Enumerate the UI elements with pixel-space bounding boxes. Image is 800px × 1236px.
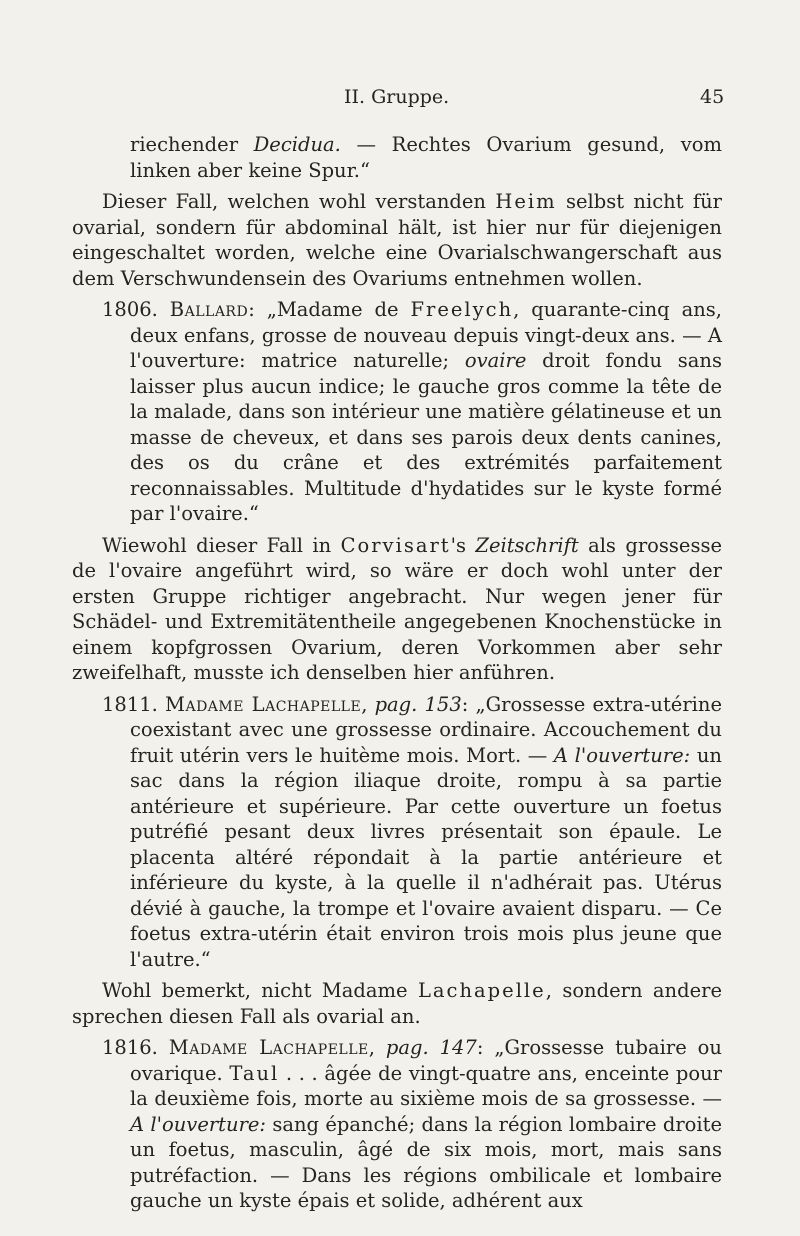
paragraph-2 — [72, 189, 722, 291]
spaced-name: Corvisart — [340, 533, 451, 557]
paragraph-4 — [72, 533, 722, 686]
paragraph-6 — [72, 978, 722, 1029]
spaced-name: Heim — [495, 190, 557, 213]
text-run: als grossesse de l'ovaire angeführt wird, so wäre er doch wohl unter der ersten Gruppe richtiger angebracht. Nur wegen jener für Schädel- und Extremitätentheile angegebenen Knochenstücke in einem kopfgrossen Ovarium, deren Vorkommen aber sehr zweifelhaft, musste ich denselben hier anführen. — [72, 533, 722, 684]
text-run: droit fondu sans laisser plus aucun indice; le gauche gros comme la tête de la malade, dans son intérieur une matière gélatineuse et un masse de cheveux, et dans ses parois deux dents canines, des os du crâne et des extrémités parfaitement reconnaissables. Multitude d'hydatides sur le kyste formé par l'ovaire.“ — [130, 349, 723, 525]
page-number: 45 — [700, 86, 725, 108]
text-run: , — [361, 692, 375, 716]
spaced-name: Freelych — [410, 298, 514, 321]
entry-author: Madame Lachapelle — [168, 1036, 369, 1059]
text-run: , quarante-cinq ans, deux enfans, grosse de nouveau depuis vingt-deux ans. — A l'ouverture: matrice naturelle; — [130, 298, 722, 372]
spaced-name: Taul — [229, 1061, 280, 1085]
text-run: un sac dans la région iliaque droite, rompu à sa partie antérieure et supérieure. Par cette ouverture un foetus putréfié pesant deux livres présentait son épaule. Le placenta altéré répondait à la partie antérieure et inférieure du kyste, à la quelle il n'adhérait pas. Utérus dévié à gauche, la trompe et l'ovaire avaient disparu. — Ce foetus extra-utérin était environ trois mois plus jeune que l'autre.“ — [130, 743, 722, 971]
italic-reference: pag. 153 — [374, 692, 462, 716]
italic-term: A l'ouverture: — [553, 743, 691, 767]
entry-1811 — [72, 692, 722, 973]
spaced-name: Lachapelle — [417, 979, 546, 1002]
italic-term: Decidua. — [253, 133, 341, 156]
text-run: 's — [450, 533, 476, 557]
paragraph-1 — [72, 132, 722, 183]
text-run: selbst nicht für ovarial, sondern für abdominal hält, ist hier nur für diejenigen eingeschaltet worden, welche eine Ovarialschwangerschaft aus dem Verschwundensein des Ovariums entnehmen wollen. — [72, 190, 722, 290]
header-title: II. Gruppe. — [344, 86, 450, 108]
entry-year: 1811. — [102, 692, 165, 716]
entry-author: Ballard — [169, 298, 249, 321]
italic-term: ovaire — [464, 349, 527, 372]
italic-term: Zeitschrift — [475, 533, 579, 557]
text-run: : „Grossesse extra-utérine coexistant avec une grossesse ordinaire. Accouchement du fruit utérin vers le huitème mois. Mort. — — [130, 692, 723, 767]
entry-1816 — [72, 1035, 722, 1214]
text-run: riechender — [130, 133, 254, 156]
italic-term: A l'ouverture: — [130, 1112, 267, 1136]
entry-1806 — [72, 297, 722, 527]
text-run: sang épanché; dans la région lombaire droite un foetus, masculin, âgé de six mois, mort, mais sans putréfaction. — Dans les régions ombilicale et lombaire gauche un kyste épais et solide, adhérent aux — [130, 1112, 722, 1212]
italic-reference: pag. 147 — [385, 1036, 477, 1059]
text-run: Dieser Fall, welchen wohl verstanden — [102, 190, 496, 213]
text-run: , — [368, 1036, 386, 1059]
text-run: : „Grossesse tubaire ou ovarique. — [130, 1036, 722, 1085]
text-run: . . . âgée de vingt-quatre ans, enceinte pour la deuxième fois, morte au sixième mois de sa grossesse. — — [130, 1061, 722, 1110]
text-run: Wiewohl dieser Fall in — [102, 533, 341, 557]
body-text — [72, 132, 722, 1220]
text-run: Wohl bemerkt, nicht Madame — [102, 979, 418, 1002]
entry-author: Madame Lachapelle — [165, 692, 362, 716]
text-run: — Rechtes Ovarium gesund, vom linken aber keine Spur.“ — [130, 133, 722, 182]
text-run: : „Madame de — [248, 298, 411, 321]
entry-year: 1806. — [102, 298, 170, 321]
text-run: , sondern andere sprechen diesen Fall als ovarial an. — [72, 979, 723, 1028]
entry-year: 1816. — [102, 1036, 169, 1059]
